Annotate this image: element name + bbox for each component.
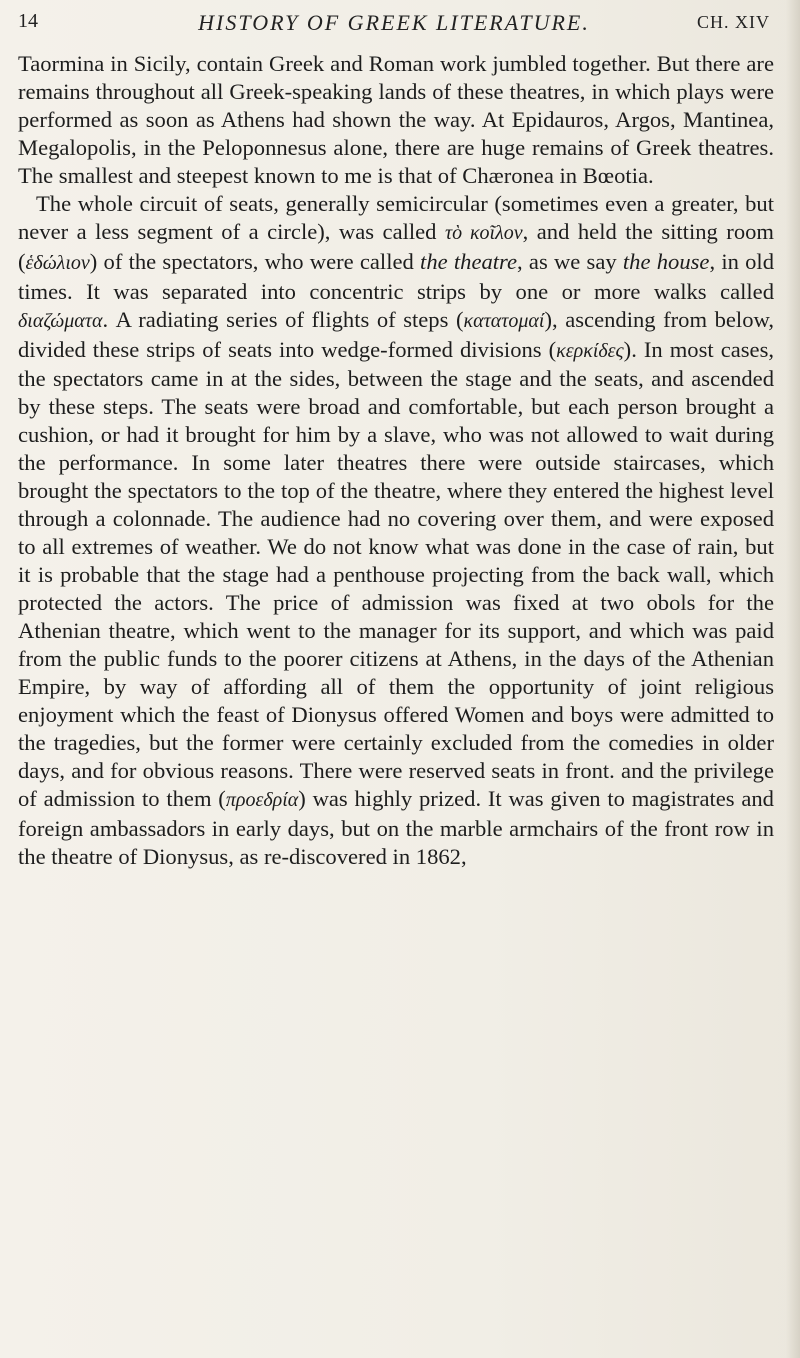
running-header bbox=[18, 10, 770, 40]
greek-term: προεδρία bbox=[225, 788, 299, 811]
paragraph-text: , as we say bbox=[517, 248, 623, 274]
page-edge-shadow bbox=[786, 0, 800, 1358]
greek-term: τὸ κοῖλον bbox=[444, 221, 523, 244]
paragraph-text: ) was highly prized. It was given to magistrates and foreign ambassadors in early days, but on the marble armchairs of the front row in the theatre of Dionysus, as re-discovered in 1862, bbox=[18, 785, 774, 869]
paragraph-text: ), ascending from below, divided these strips of seats into wedge-formed divisions ( bbox=[18, 306, 775, 362]
greek-term: ἑδώλιον bbox=[25, 251, 90, 274]
greek-term: διαζώματα bbox=[18, 309, 103, 332]
paragraph-text: . A radiating series of flights of steps ( bbox=[102, 306, 464, 332]
paragraph-text: Taormina in Sicily, contain Greek and Roman work jumbled together. But there are remains throughout all Greek-speaking lands of these theatres, in which plays were performed as soon as Athens had shown the way. At Epidauros, Argos, Mantinea, Megalopolis, in the Peloponnesus alone, there are huge remains of Greek theatres. The smallest and steepest known to me is that of Chæronea in Bœotia. bbox=[18, 51, 774, 188]
paragraph-text: , and held the sitting room ( bbox=[18, 218, 774, 274]
greek-term: κατατομαί bbox=[463, 309, 545, 332]
chapter-label: CH. XIV bbox=[697, 12, 770, 32]
paragraph-text: ) of the spectators, who were called bbox=[89, 248, 421, 274]
paragraph bbox=[18, 50, 774, 190]
italic-phrase: the house bbox=[622, 248, 710, 274]
greek-term: κερκίδες bbox=[556, 339, 624, 362]
paragraph-text: ). In most cases, the spectators came in at the sides, between the stage and the seats, and ascended by these steps. The seats were broad and comfortable, but each person brought a cushion, or had it brought for him by a slave, who was not allowed to wait during the performance. In some later theatres there were outside staircases, which brought the spectators to the top of the theatre, where they entered the highest level through a colonnade. The audience had no covering over them, and were exposed to all extremes of weather. We do not know what was done in the case of rain, but it is probable that the stage had a penthouse projecting from the back wall, which protected the actors. The price of admission was fixed at two obols for the Athenian theatre, which went to the manager for its support, and which was paid from the public funds to the poorer citizens at Athens, in the days of the Athenian Empire, by way of affording all of them the opportunity of joint religious enjoyment which the feast of Dionysus offered Women and boys were admitted to the tragedies, but the former were certainly excluded from the comedies in older days, and for obvious reasons. There were reserved seats in front. and the privilege of admission to them ( bbox=[18, 336, 775, 811]
running-title: HISTORY OF GREEK LITERATURE. bbox=[198, 10, 590, 35]
italic-phrase: the theatre bbox=[420, 248, 518, 274]
paragraph-text: The whole circuit of seats, generally semicircular (sometimes even a greater, but never a less segment of a circle), was called bbox=[18, 190, 774, 244]
body-text bbox=[18, 50, 774, 871]
page-number: 14 bbox=[18, 10, 38, 32]
paragraph-text: , in old times. It was separated into concentric strips by one or more walks called bbox=[18, 248, 774, 304]
paragraph bbox=[18, 190, 774, 871]
